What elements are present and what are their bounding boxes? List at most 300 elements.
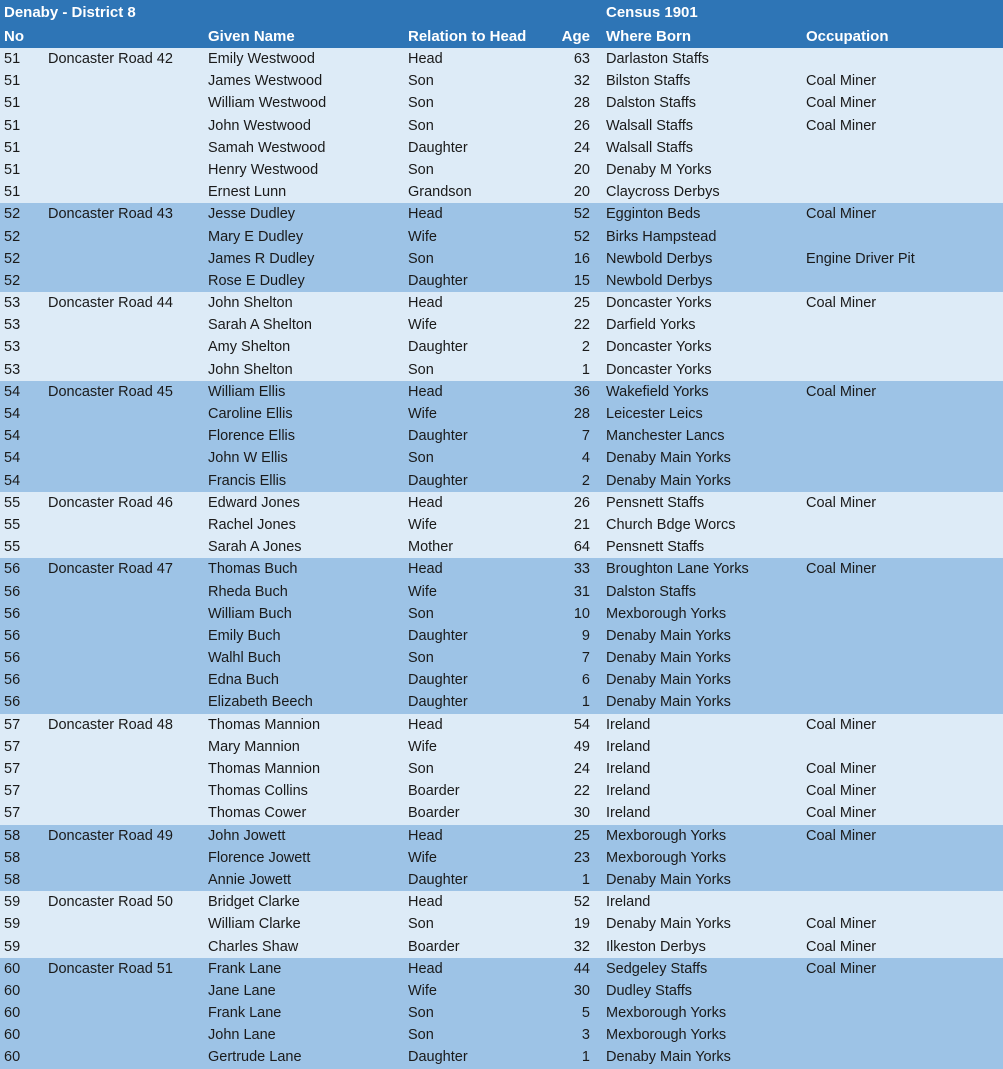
cell-occupation: Coal Miner [806, 561, 877, 578]
cell-where-born: Birks Hampstead [606, 228, 717, 245]
cell-where-born: Ireland [606, 716, 651, 733]
cell-no: 56 [4, 672, 21, 689]
table-row [0, 980, 1003, 1002]
cell-occupation: Coal Miner [806, 916, 877, 933]
cell-address: Doncaster Road 45 [48, 383, 173, 400]
cell-no: 56 [4, 650, 21, 667]
cell-no: 54 [4, 450, 21, 467]
table-row [0, 603, 1003, 625]
cell-age: 28 [573, 406, 590, 422]
table-row [0, 137, 1003, 159]
cell-given-name: Emily Buch [208, 627, 281, 644]
cell-where-born: Manchester Lancs [606, 428, 725, 445]
cell-age: 22 [573, 783, 590, 800]
cell-given-name: Jane Lane [208, 982, 276, 999]
cell-occupation: Coal Miner [806, 206, 877, 223]
cell-where-born: Broughton Lane Yorks [606, 561, 749, 578]
cell-no: 54 [4, 383, 21, 400]
cell-relation: Wife [408, 849, 437, 866]
table-row [0, 669, 1003, 691]
cell-relation: Head [408, 383, 443, 400]
cell-relation: Son [408, 605, 434, 622]
cell-given-name: Caroline Ellis [208, 406, 293, 422]
cell-where-born: Denaby M Yorks [606, 161, 712, 178]
cell-given-name: John Jowett [208, 827, 286, 844]
table-row [0, 492, 1003, 514]
cell-where-born: Denaby Main Yorks [606, 1049, 731, 1066]
cell-occupation: Coal Miner [806, 960, 877, 977]
table-row [0, 536, 1003, 558]
col-header-occupation: Occupation [806, 28, 889, 45]
cell-age: 33 [573, 561, 590, 578]
cell-age: 32 [573, 73, 590, 90]
table-row [0, 891, 1003, 913]
cell-age: 26 [573, 117, 590, 134]
cell-age: 63 [573, 51, 590, 67]
cell-where-born: Newbold Derbys [606, 272, 713, 289]
cell-where-born: Pensnett Staffs [606, 539, 705, 556]
cell-age: 1 [581, 694, 590, 711]
cell-given-name: John Lane [208, 1027, 276, 1044]
cell-given-name: Bridget Clarke [208, 894, 300, 911]
cell-where-born: Sedgeley Staffs [606, 960, 708, 977]
cell-given-name: Mary Mannion [208, 738, 300, 755]
cell-no: 51 [4, 139, 21, 156]
cell-occupation: Coal Miner [806, 938, 877, 955]
cell-no: 52 [4, 228, 21, 245]
table-row [0, 647, 1003, 669]
cell-where-born: Claycross Derbys [606, 184, 720, 201]
cell-relation: Head [408, 716, 443, 733]
cell-age: 22 [573, 317, 590, 334]
cell-no: 55 [4, 494, 21, 511]
cell-age: 10 [573, 605, 590, 622]
cell-relation: Son [408, 450, 434, 467]
cell-address: Doncaster Road 49 [48, 827, 173, 844]
cell-given-name: John W Ellis [208, 450, 288, 467]
cell-relation: Son [408, 1027, 434, 1044]
cell-where-born: Doncaster Yorks [606, 339, 712, 356]
cell-relation: Wife [408, 982, 437, 999]
cell-where-born: Mexborough Yorks [606, 827, 727, 844]
cell-relation: Head [408, 51, 443, 67]
table-row [0, 1002, 1003, 1024]
cell-where-born: Denaby Main Yorks [606, 916, 731, 933]
cell-where-born: Wakefield Yorks [606, 383, 709, 400]
cell-no: 58 [4, 871, 21, 888]
cell-relation: Head [408, 960, 443, 977]
cell-relation: Daughter [408, 694, 468, 711]
cell-occupation: Coal Miner [806, 117, 877, 134]
cell-occupation: Coal Miner [806, 783, 877, 800]
cell-relation: Son [408, 73, 434, 90]
cell-given-name: Mary E Dudley [208, 228, 304, 245]
cell-age: 1 [581, 871, 590, 888]
table-row [0, 514, 1003, 536]
cell-age: 24 [573, 139, 590, 156]
cell-no: 57 [4, 783, 21, 800]
table-row [0, 625, 1003, 647]
cell-no: 56 [4, 694, 21, 711]
cell-given-name: Frank Lane [208, 960, 282, 977]
cell-age: 64 [573, 539, 590, 556]
table-row [0, 1046, 1003, 1068]
column-header-row [0, 25, 1003, 48]
cell-relation: Mother [408, 539, 454, 556]
cell-relation: Son [408, 161, 434, 178]
cell-given-name: Rachel Jones [208, 516, 296, 533]
table-row [0, 270, 1003, 292]
cell-relation: Wife [408, 738, 437, 755]
cell-no: 51 [4, 184, 21, 201]
cell-address: Doncaster Road 44 [48, 295, 173, 312]
table-row [0, 691, 1003, 713]
cell-given-name: Annie Jowett [208, 871, 292, 888]
table-row [0, 292, 1003, 314]
table-row [0, 181, 1003, 203]
cell-age: 52 [573, 894, 590, 911]
cell-age: 23 [573, 849, 590, 866]
cell-occupation: Coal Miner [806, 95, 877, 112]
cell-where-born: Ireland [606, 761, 651, 777]
cell-relation: Head [408, 494, 443, 511]
table-row [0, 226, 1003, 248]
table-row [0, 336, 1003, 358]
cell-where-born: Darlaston Staffs [606, 51, 709, 67]
table-row [0, 913, 1003, 935]
cell-relation: Son [408, 916, 434, 933]
table-row [0, 48, 1003, 70]
cell-given-name: John Shelton [208, 295, 293, 312]
cell-occupation: Coal Miner [806, 383, 877, 400]
cell-age: 32 [573, 938, 590, 955]
cell-given-name: Sarah A Jones [208, 539, 302, 556]
cell-relation: Wife [408, 228, 437, 245]
cell-where-born: Darfield Yorks [606, 317, 696, 334]
cell-relation: Head [408, 894, 443, 911]
cell-no: 51 [4, 95, 21, 112]
cell-relation: Boarder [408, 938, 460, 955]
table-row [0, 736, 1003, 758]
cell-given-name: Amy Shelton [208, 339, 291, 356]
cell-where-born: Mexborough Yorks [606, 1027, 727, 1044]
cell-age: 2 [581, 339, 590, 356]
cell-address: Doncaster Road 47 [48, 561, 173, 578]
cell-given-name: Francis Ellis [208, 472, 287, 489]
cell-age: 15 [573, 272, 590, 289]
table-body [0, 48, 1003, 1069]
cell-relation: Son [408, 95, 434, 112]
table-row [0, 958, 1003, 980]
cell-no: 57 [4, 716, 21, 733]
cell-address: Doncaster Road 50 [48, 894, 173, 911]
cell-where-born: Ilkeston Derbys [606, 938, 706, 955]
cell-age: 3 [581, 1027, 590, 1044]
cell-where-born: Dalston Staffs [606, 95, 697, 112]
cell-age: 4 [581, 450, 590, 467]
cell-relation: Daughter [408, 672, 468, 689]
table-row [0, 1024, 1003, 1046]
col-header-age: Age [561, 28, 590, 45]
cell-given-name: Emily Westwood [208, 51, 315, 67]
cell-no: 52 [4, 206, 21, 223]
cell-relation: Wife [408, 406, 437, 422]
table-row [0, 381, 1003, 403]
cell-relation: Wife [408, 516, 437, 533]
cell-relation: Head [408, 561, 443, 578]
table-row [0, 780, 1003, 802]
cell-relation: Daughter [408, 1049, 468, 1066]
cell-where-born: Bilston Staffs [606, 73, 691, 90]
cell-relation: Daughter [408, 428, 468, 445]
cell-where-born: Doncaster Yorks [606, 295, 712, 312]
cell-age: 36 [573, 383, 590, 400]
cell-no: 55 [4, 516, 21, 533]
cell-given-name: Thomas Collins [208, 783, 308, 800]
cell-relation: Son [408, 650, 434, 667]
cell-given-name: Florence Ellis [208, 428, 296, 445]
cell-age: 52 [573, 206, 590, 223]
cell-occupation: Coal Miner [806, 805, 877, 822]
cell-age: 49 [573, 738, 590, 755]
table-row [0, 869, 1003, 891]
cell-given-name: Thomas Buch [208, 561, 298, 578]
col-header-no: No [4, 28, 24, 45]
table-row [0, 758, 1003, 780]
cell-no: 51 [4, 73, 21, 90]
cell-relation: Daughter [408, 139, 468, 156]
cell-no: 60 [4, 960, 21, 977]
cell-age: 21 [573, 516, 590, 533]
cell-given-name: Jesse Dudley [208, 206, 296, 223]
cell-relation: Head [408, 295, 443, 312]
table-row [0, 159, 1003, 181]
cell-age: 7 [581, 428, 590, 445]
cell-where-born: Dudley Staffs [606, 982, 692, 999]
cell-given-name: John Westwood [208, 117, 311, 134]
cell-relation: Son [408, 361, 434, 378]
table-row [0, 714, 1003, 736]
cell-age: 16 [573, 250, 590, 267]
cell-no: 60 [4, 1005, 21, 1022]
table-row [0, 847, 1003, 869]
cell-no: 53 [4, 361, 21, 378]
cell-given-name: Elizabeth Beech [208, 694, 313, 711]
cell-where-born: Newbold Derbys [606, 250, 713, 267]
cell-where-born: Walsall Staffs [606, 117, 694, 134]
cell-given-name: Florence Jowett [208, 849, 311, 866]
table-row [0, 470, 1003, 492]
cell-age: 9 [581, 627, 590, 644]
cell-age: 25 [573, 295, 590, 312]
table-row [0, 314, 1003, 336]
cell-age: 20 [573, 184, 590, 201]
table-row [0, 115, 1003, 137]
census-title: Census 1901 [606, 4, 698, 21]
cell-where-born: Pensnett Staffs [606, 494, 705, 511]
table-row [0, 447, 1003, 469]
cell-no: 57 [4, 805, 21, 822]
cell-no: 54 [4, 406, 21, 422]
table-row [0, 359, 1003, 381]
cell-relation: Son [408, 1005, 434, 1022]
cell-given-name: William Ellis [208, 383, 286, 400]
cell-given-name: Edward Jones [208, 494, 300, 511]
cell-where-born: Ireland [606, 738, 651, 755]
cell-no: 54 [4, 472, 21, 489]
table-row [0, 403, 1003, 425]
cell-given-name: Sarah A Shelton [208, 317, 312, 334]
cell-relation: Son [408, 117, 434, 134]
cell-given-name: Walhl Buch [208, 650, 281, 667]
cell-where-born: Church Bdge Worcs [606, 516, 736, 533]
table-row [0, 203, 1003, 225]
cell-age: 28 [573, 95, 590, 112]
table-row [0, 558, 1003, 580]
cell-given-name: Edna Buch [208, 672, 279, 689]
cell-where-born: Denaby Main Yorks [606, 627, 731, 644]
cell-no: 56 [4, 583, 21, 600]
table-row [0, 936, 1003, 958]
cell-no: 53 [4, 295, 21, 312]
cell-given-name: Samah Westwood [208, 139, 326, 156]
cell-occupation: Coal Miner [806, 73, 877, 90]
cell-relation: Wife [408, 317, 437, 334]
cell-age: 54 [573, 716, 590, 733]
col-header-relation: Relation to Head [408, 28, 527, 45]
cell-age: 20 [573, 161, 590, 178]
cell-relation: Wife [408, 583, 437, 600]
cell-given-name: James R Dudley [208, 250, 315, 267]
cell-relation: Head [408, 206, 443, 223]
cell-where-born: Ireland [606, 805, 651, 822]
cell-where-born: Mexborough Yorks [606, 605, 727, 622]
cell-no: 56 [4, 561, 21, 578]
table-row [0, 825, 1003, 847]
cell-where-born: Doncaster Yorks [606, 361, 712, 378]
cell-age: 7 [581, 650, 590, 667]
cell-no: 60 [4, 1027, 21, 1044]
cell-age: 30 [573, 982, 590, 999]
cell-where-born: Denaby Main Yorks [606, 672, 731, 689]
cell-occupation: Engine Driver Pit [806, 250, 915, 267]
cell-relation: Boarder [408, 805, 460, 822]
cell-no: 52 [4, 272, 21, 289]
cell-age: 1 [581, 1049, 590, 1066]
cell-no: 58 [4, 827, 21, 844]
col-header-given-name: Given Name [208, 28, 295, 45]
cell-where-born: Mexborough Yorks [606, 849, 727, 866]
cell-given-name: Rheda Buch [208, 583, 288, 600]
cell-given-name: Thomas Cower [208, 805, 307, 822]
cell-age: 31 [573, 583, 590, 600]
cell-no: 60 [4, 1049, 21, 1066]
cell-no: 59 [4, 938, 21, 955]
cell-where-born: Ireland [606, 894, 651, 911]
cell-address: Doncaster Road 46 [48, 494, 173, 511]
cell-age: 1 [581, 361, 590, 378]
cell-given-name: William Westwood [208, 95, 327, 112]
cell-given-name: Thomas Mannion [208, 761, 321, 777]
cell-no: 58 [4, 849, 21, 866]
cell-address: Doncaster Road 43 [48, 206, 173, 223]
title-row [0, 0, 1003, 25]
cell-age: 24 [573, 761, 590, 777]
cell-where-born: Denaby Main Yorks [606, 450, 731, 467]
cell-relation: Daughter [408, 472, 468, 489]
cell-relation: Daughter [408, 627, 468, 644]
cell-no: 51 [4, 161, 21, 178]
cell-address: Doncaster Road 48 [48, 716, 173, 733]
cell-relation: Daughter [408, 871, 468, 888]
cell-no: 53 [4, 339, 21, 356]
cell-age: 2 [581, 472, 590, 489]
cell-given-name: Charles Shaw [208, 938, 299, 955]
cell-no: 55 [4, 539, 21, 556]
cell-no: 56 [4, 605, 21, 622]
cell-relation: Daughter [408, 272, 468, 289]
cell-given-name: Ernest Lunn [208, 184, 287, 201]
cell-no: 51 [4, 51, 21, 67]
col-header-where-born: Where Born [606, 28, 692, 45]
cell-relation: Son [408, 761, 434, 777]
cell-where-born: Denaby Main Yorks [606, 472, 731, 489]
cell-no: 57 [4, 761, 21, 777]
table-row [0, 802, 1003, 824]
cell-given-name: John Shelton [208, 361, 293, 378]
cell-relation: Boarder [408, 783, 460, 800]
cell-occupation: Coal Miner [806, 827, 877, 844]
table-row [0, 92, 1003, 114]
cell-where-born: Leicester Leics [606, 406, 703, 422]
cell-address: Doncaster Road 51 [48, 960, 173, 977]
table-row [0, 581, 1003, 603]
cell-no: 57 [4, 738, 21, 755]
cell-where-born: Denaby Main Yorks [606, 871, 731, 888]
cell-age: 44 [573, 960, 590, 977]
cell-where-born: Ireland [606, 783, 651, 800]
cell-given-name: Thomas Mannion [208, 716, 321, 733]
cell-where-born: Egginton Beds [606, 206, 701, 223]
cell-age: 5 [581, 1005, 590, 1022]
cell-age: 30 [573, 805, 590, 822]
cell-no: 52 [4, 250, 21, 267]
table-row [0, 248, 1003, 270]
cell-given-name: Frank Lane [208, 1005, 282, 1022]
table-row [0, 425, 1003, 447]
cell-no: 53 [4, 317, 21, 334]
cell-given-name: Gertrude Lane [208, 1049, 302, 1066]
cell-relation: Grandson [408, 184, 472, 201]
cell-given-name: William Buch [208, 605, 292, 622]
cell-given-name: Henry Westwood [208, 161, 319, 178]
district-title: Denaby - District 8 [4, 4, 136, 21]
cell-no: 54 [4, 428, 21, 445]
cell-relation: Daughter [408, 339, 468, 356]
cell-occupation: Coal Miner [806, 295, 877, 312]
cell-given-name: James Westwood [208, 73, 323, 90]
cell-age: 52 [573, 228, 590, 245]
cell-given-name: Rose E Dudley [208, 272, 305, 289]
cell-address: Doncaster Road 42 [48, 51, 173, 67]
cell-where-born: Walsall Staffs [606, 139, 694, 156]
cell-age: 19 [573, 916, 590, 933]
cell-no: 60 [4, 982, 21, 999]
cell-where-born: Denaby Main Yorks [606, 650, 731, 667]
cell-where-born: Denaby Main Yorks [606, 694, 731, 711]
cell-age: 26 [573, 494, 590, 511]
cell-occupation: Coal Miner [806, 761, 877, 777]
